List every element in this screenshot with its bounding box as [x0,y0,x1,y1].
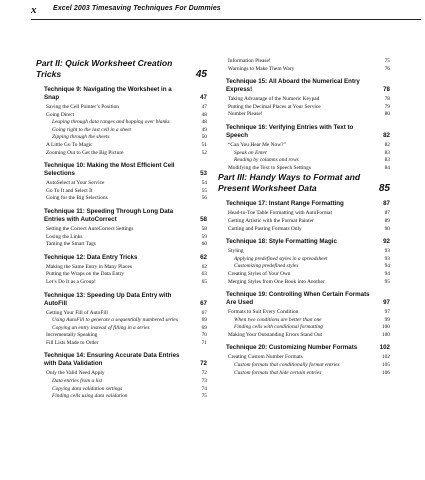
toc-entry-page-number: 87 [384,210,390,217]
technique-heading-page-number: 58 [200,215,207,223]
technique-heading [36,208,207,224]
toc-entry [36,234,207,242]
toc-entry-page-number: 71 [201,339,207,346]
technique-heading-page-number: 92 [383,238,390,246]
toc-entry [218,218,390,226]
toc-entry-title: Getting Your Fill of AutoFill [46,309,108,316]
toc-entry-page-number: 62 [201,263,207,270]
technique-heading-title: Technique 13: Speeding Up Data Entry with AutoFill [44,291,172,307]
toc-subentry [218,263,390,271]
toc-subentry [36,393,207,401]
part-heading [36,58,207,80]
toc-entry [218,309,390,317]
toc-subentry [36,134,207,142]
toc-entry-title: Warnings to Make Them Wary [228,65,295,72]
toc-subentry-page-number: 74 [201,385,207,392]
toc-entry-title: Go To It and Select It [46,187,93,194]
toc-entry [218,142,390,150]
toc-subentry-page-number: 99 [384,316,390,323]
toc-entry-title: Head-to-Toe Table Formatting with AutoFormat [228,210,332,217]
toc-entry-title: Only the Valid Need Apply [46,370,105,377]
toc-entry-title: Saving the Cell Pointer’s Position [46,104,119,110]
part-heading-page-number: 85 [378,183,390,195]
toc-subentry-page-number: 93 [384,255,390,262]
technique-heading-title: Technique 15: All Aboard the Numerical Entry Express! [226,78,360,94]
toc-entry [36,370,207,378]
toc-entry-page-number: 93 [384,248,390,255]
part-heading [218,172,390,194]
technique-heading-page-number: 78 [383,86,390,94]
toc-entry [36,226,207,234]
toc-entry-page-number: 97 [384,309,390,316]
toc-entry-page-number: 94 [384,270,390,277]
part-heading-title: Part III: Handy Ways to Format and Present Worksheet Data [218,172,361,194]
toc-entry [36,195,207,203]
technique-heading [218,200,390,208]
toc-entry-page-number: 60 [201,241,207,248]
toc-entry [36,241,207,249]
toc-entry-page-number: 78 [384,96,390,103]
toc-subentry-title: Zipping through the sheets [52,134,110,141]
toc-subentry-title: Copying an entry instead of filling in a series [52,324,150,331]
toc-entry [36,332,207,340]
toc-subentry-page-number: 100 [381,324,390,331]
toc-entry-title: Incrementally Speaking [46,332,98,339]
technique-heading-page-number: 82 [383,131,390,139]
technique-heading-page-number: 72 [200,360,207,368]
toc-entry-title: Information Please! [228,58,271,64]
toc-entry-title: Taming the Smart Tags [46,241,96,248]
toc-subentry [218,157,390,165]
toc-entry [218,111,390,119]
technique-heading-page-number: 87 [383,200,390,208]
toc-entry-title: Creating Custom Number Formats [228,354,303,361]
toc-subentry [36,127,207,135]
technique-heading-title: Technique 12: Data Entry Tricks [44,253,138,261]
toc-entry [36,142,207,150]
toc-subentry-title: Finding cells using data validation [52,393,128,400]
toc-entry-title: Creating Styles of Your Own [228,270,291,277]
technique-heading [218,344,390,352]
toc-entry-page-number: 84 [384,164,390,171]
toc-subentry-title: Copying data validation settings [52,385,123,392]
page-number: x [31,4,37,16]
technique-heading-title: Technique 16: Verifying Entries with Text to Speech [226,123,354,139]
technique-heading-page-number: 53 [200,170,207,178]
toc-entry-page-number: 102 [381,354,390,361]
technique-heading [218,124,390,140]
toc-entry [218,354,390,362]
toc-entry-title: AutoSelect at Your Service [46,180,105,187]
toc-entry-title: Taking Advantage of the Numeric Keypad [228,96,320,103]
toc-subentry [218,324,390,332]
toc-entry-page-number: 65 [201,278,207,285]
toc-entry-title: Making the Same Entry in Many Places [46,263,132,270]
toc-entry-title: Getting Artistic with the Format Painter [228,217,314,224]
toc-entry-page-number: 82 [384,141,390,148]
toc-subentry-page-number: 69 [201,324,207,331]
toc-entry-title: Styling [228,248,244,255]
toc-entry-title: Modifying the Text to Speech Settings [228,164,311,171]
toc-subentry-page-number: 94 [384,263,390,270]
toc-entry-title: Formats to Suit Every Condition [228,309,299,316]
toc-entry-title: Cutting and Pasting Formats Only [228,225,302,232]
toc-subentry-title: Customizing predefined styles [234,263,299,270]
technique-heading [218,78,390,94]
technique-heading [36,254,207,262]
toc-entry-page-number: 100 [381,331,390,338]
toc-entry-title: Putting the Wraps on the Data Entry [46,271,125,278]
toc-entry [218,165,390,173]
toc-subentry-title: Speak on Enter [234,149,267,156]
toc-subentry-page-number: 73 [201,378,207,385]
toc-entry [218,248,390,256]
toc-entry-title: “Can You Hear Me Now?” [228,141,286,148]
toc-subentry [218,150,390,158]
toc-entry-page-number: 58 [201,225,207,232]
technique-heading [36,86,207,102]
toc-subentry-page-number: 83 [384,157,390,164]
technique-heading-title: Technique 18: Style Formatting Magic [226,238,337,246]
toc-subentry [36,386,207,394]
technique-heading-title: Technique 9: Navigating the Worksheet in a Snap [44,86,172,101]
toc-entry-page-number: 55 [201,187,207,194]
technique-heading-page-number: 67 [200,299,207,307]
toc-entry-page-number: 67 [201,309,207,316]
toc-entry [36,264,207,272]
technique-heading [36,162,207,178]
toc-subentry-title: Data entries from a list [52,378,103,385]
toc-entry-page-number: 47 [201,104,207,110]
toc-entry-page-number: 48 [201,111,207,118]
toc-entry-title: Putting the Decimal Places at Your Service [228,103,321,110]
toc-subentry-title: Using AutoFill to generate a sequentially numbered series [52,317,178,324]
technique-heading [218,238,390,246]
technique-heading-page-number: 102 [379,344,390,352]
toc-subentry [36,325,207,333]
technique-heading-title: Technique 14: Ensuring Accurate Data Entries with Data Validation [44,352,180,368]
toc-entry [218,66,390,74]
toc-entry [36,340,207,348]
toc-entry-page-number: 80 [384,111,390,118]
toc-entry [36,180,207,188]
toc-entry-page-number: 95 [384,278,390,285]
toc-subentry-page-number: 106 [381,369,390,376]
toc-entry [36,271,207,279]
toc-subentry-title: Reading by columns and rows [234,157,299,164]
toc-subentry [36,317,207,325]
toc-entry-title: Merging Styles from One Book into Another [228,278,325,285]
technique-heading-page-number: 97 [383,299,390,307]
toc-entry-title: Going Direct [46,111,75,118]
technique-heading-title: Technique 19: Controlling When Certain Formats Are Used [226,291,370,307]
toc-entry-page-number: 89 [384,217,390,224]
toc-entry-page-number: 79 [384,103,390,110]
toc-entry-page-number: 63 [201,271,207,278]
toc-entry-page-number: 54 [201,180,207,187]
toc-entry [218,332,390,340]
technique-heading-title: Technique 11: Speeding Through Long Data Entries with AutoCorrect [44,207,174,223]
toc-subentry-page-number: 105 [381,362,390,369]
toc-subentry-page-number: 50 [201,134,207,141]
toc-subentry [36,119,207,127]
toc-entry-page-number: 51 [201,141,207,148]
technique-heading-title: Technique 17: Instant Range Formatting [226,200,344,208]
toc-entry [36,310,207,318]
toc-subentry-page-number: 83 [384,149,390,156]
toc-entry [218,226,390,234]
toc-entry [218,104,390,112]
technique-heading-title: Technique 20: Customizing Number Formats [226,344,358,352]
technique-heading [218,291,390,307]
toc-entry [36,150,207,158]
toc-entry-title: Going for the Big Selections [46,195,108,202]
part-heading-page-number: 45 [195,69,207,80]
toc-entry-title: Fill Lists Made to Order [46,339,99,346]
toc-subentry [218,362,390,370]
part-heading-title: Part II: Quick Worksheet Creation Tricks [36,58,173,79]
toc-entry-title: Losing the Links [46,233,83,240]
toc-entry-title: A Little Go To Magic [46,141,93,148]
toc-entry-title: Making Your Outstanding Errors Stand Out [228,331,323,338]
toc-subentry-title: Applying predefined styles in a spreadsheet [234,255,328,262]
toc-left-column [36,58,207,401]
toc-subentry [218,370,390,378]
toc-entry-page-number: 76 [384,65,390,72]
page-header [31,3,421,20]
toc-right-column [218,58,390,377]
toc-subentry-page-number: 75 [201,393,207,400]
toc-entry [36,104,207,112]
toc-entry [218,271,390,279]
toc-entry-title: Number Please! [228,111,263,118]
toc-subentry-title: When two conditions are better than one [234,316,322,323]
toc-entry [218,279,390,287]
toc-entry-page-number: 72 [201,370,207,377]
toc-entry-page-number: 52 [201,149,207,156]
toc-entry-page-number: 59 [201,233,207,240]
toc-subentry [36,378,207,386]
toc-entry-title: Zooming Out to Get the Big Picture [46,149,124,156]
technique-heading [36,292,207,308]
toc-entry-title: Setting the Correct AutoCorrect Settings [46,225,134,232]
running-title: Excel 2003 Timesaving Techniques For Dummies [53,5,221,12]
toc-subentry-page-number: 69 [201,317,207,324]
toc-entry-page-number: 70 [201,332,207,339]
technique-heading-title: Technique 10: Making the Most Efficient Cell Selections [44,162,175,178]
toc-subentry-page-number: 49 [201,126,207,133]
toc-entry [218,58,390,66]
toc-entry-page-number: 90 [384,225,390,232]
technique-heading-page-number: 62 [200,253,207,261]
toc-entry [218,96,390,104]
toc-subentry-page-number: 48 [201,119,207,126]
toc-subentry-title: Going right to the last cell in a sheet [52,126,132,133]
toc-entry [36,112,207,120]
toc-entry-title: Let’s Do It as a Group! [46,278,96,285]
toc-subentry-title: Custom formats that conditionally format entries [234,362,340,369]
toc-entry-page-number: 75 [384,58,390,64]
technique-heading [36,352,207,368]
toc-entry [36,279,207,287]
toc-subentry-title: Finding cells with conditional formatting [234,324,323,331]
toc-subentry-title: Custom formats that hide certain entries [234,369,322,376]
technique-heading-page-number: 47 [200,94,207,101]
toc-entry-page-number: 56 [201,195,207,202]
toc-subentry-title: Leaping through data ranges and hopping over blanks [52,119,170,126]
toc-entry [218,210,390,218]
